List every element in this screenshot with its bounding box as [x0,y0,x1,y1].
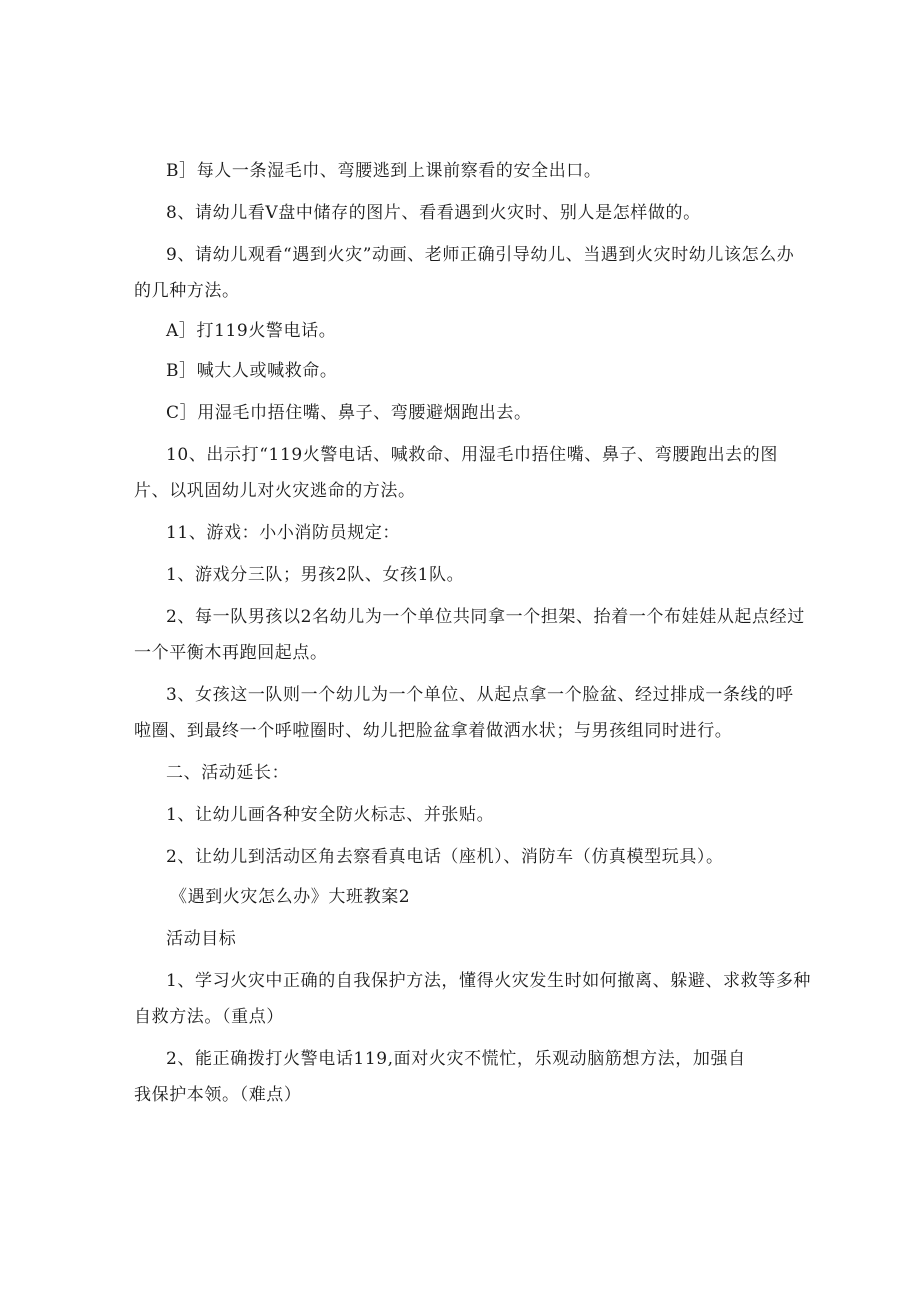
text-line-b-towel: B］每人一条湿毛巾、弯腰逃到上课前察看的安全出口。 [166,161,602,181]
text-line-step-9-cont: 的几种方法。 [134,281,240,301]
text-line-option-c: C］用湿毛巾捂住嘴、鼻子、弯腰避烟跑出去。 [166,403,532,423]
text-line-option-a: A］打119火警电话。 [166,321,337,341]
text-line-step-9: 9、请幼儿观看“遇到火灾”动画、老师正确引导幼儿、当遇到火灾时幼儿该怎么办 [166,245,795,265]
text-line-step-10: 10、出示打“119火警电话、喊救命、用湿毛巾捂住嘴、鼻子、弯腰跑出去的图 [166,445,778,465]
text-line-extension-1: 1、让幼儿画各种安全防火标志、并张贴。 [166,805,495,825]
text-line-goal-1: 1、学习火灾中正确的自我保护方法，懂得火灾发生时如何撤离、躲避、求救等多种 [166,971,812,991]
text-line-step-8: 8、请幼儿看V盘中储存的图片、看看遇到火灾时、别人是怎样做的。 [166,203,701,223]
text-line-game-rule-2-cont: 一个平衡木再跑回起点。 [134,643,328,663]
text-line-game-rule-3: 3、女孩这一队则一个幼儿为一个单位、从起点拿一个脸盆、经过排成一条线的呼 [166,685,794,705]
text-line-step-11: 11、游戏：小小消防员规定： [166,523,401,543]
text-line-option-b: B］喊大人或喊救命。 [166,361,338,381]
lesson-plan-title: 《遇到火灾怎么办》大班教案2 [170,887,411,907]
section-heading-goals: 活动目标 [166,929,237,949]
text-line-step-10-cont: 片、以巩固幼儿对火灾逃命的方法。 [134,481,416,501]
text-line-goal-2-cont: 我保护本领。（难点） [134,1085,302,1105]
text-line-game-rule-3-cont: 啦圈、到最终一个呼啦圈时、幼儿把脸盆拿着做洒水状；与男孩组同时进行。 [134,721,733,741]
text-line-game-rule-2: 2、每一队男孩以2名幼儿为一个单位共同拿一个担架、抬着一个布娃娃从起点经过 [166,607,805,627]
section-heading-extension: 二、活动延长： [166,763,290,783]
text-line-game-rule-1: 1、游戏分三队；男孩2队、女孩1队。 [166,565,465,585]
text-line-goal-2: 2、能正确拨打火警电话119,面对火灾不慌忙，乐观动脑筋想方法，加强自 [166,1049,746,1069]
text-line-goal-1-cont: 自救方法。（重点） [134,1007,284,1027]
text-line-extension-2: 2、让幼儿到活动区角去察看真电话（座机）、消防车（仿真模型玩具）。 [166,847,724,867]
